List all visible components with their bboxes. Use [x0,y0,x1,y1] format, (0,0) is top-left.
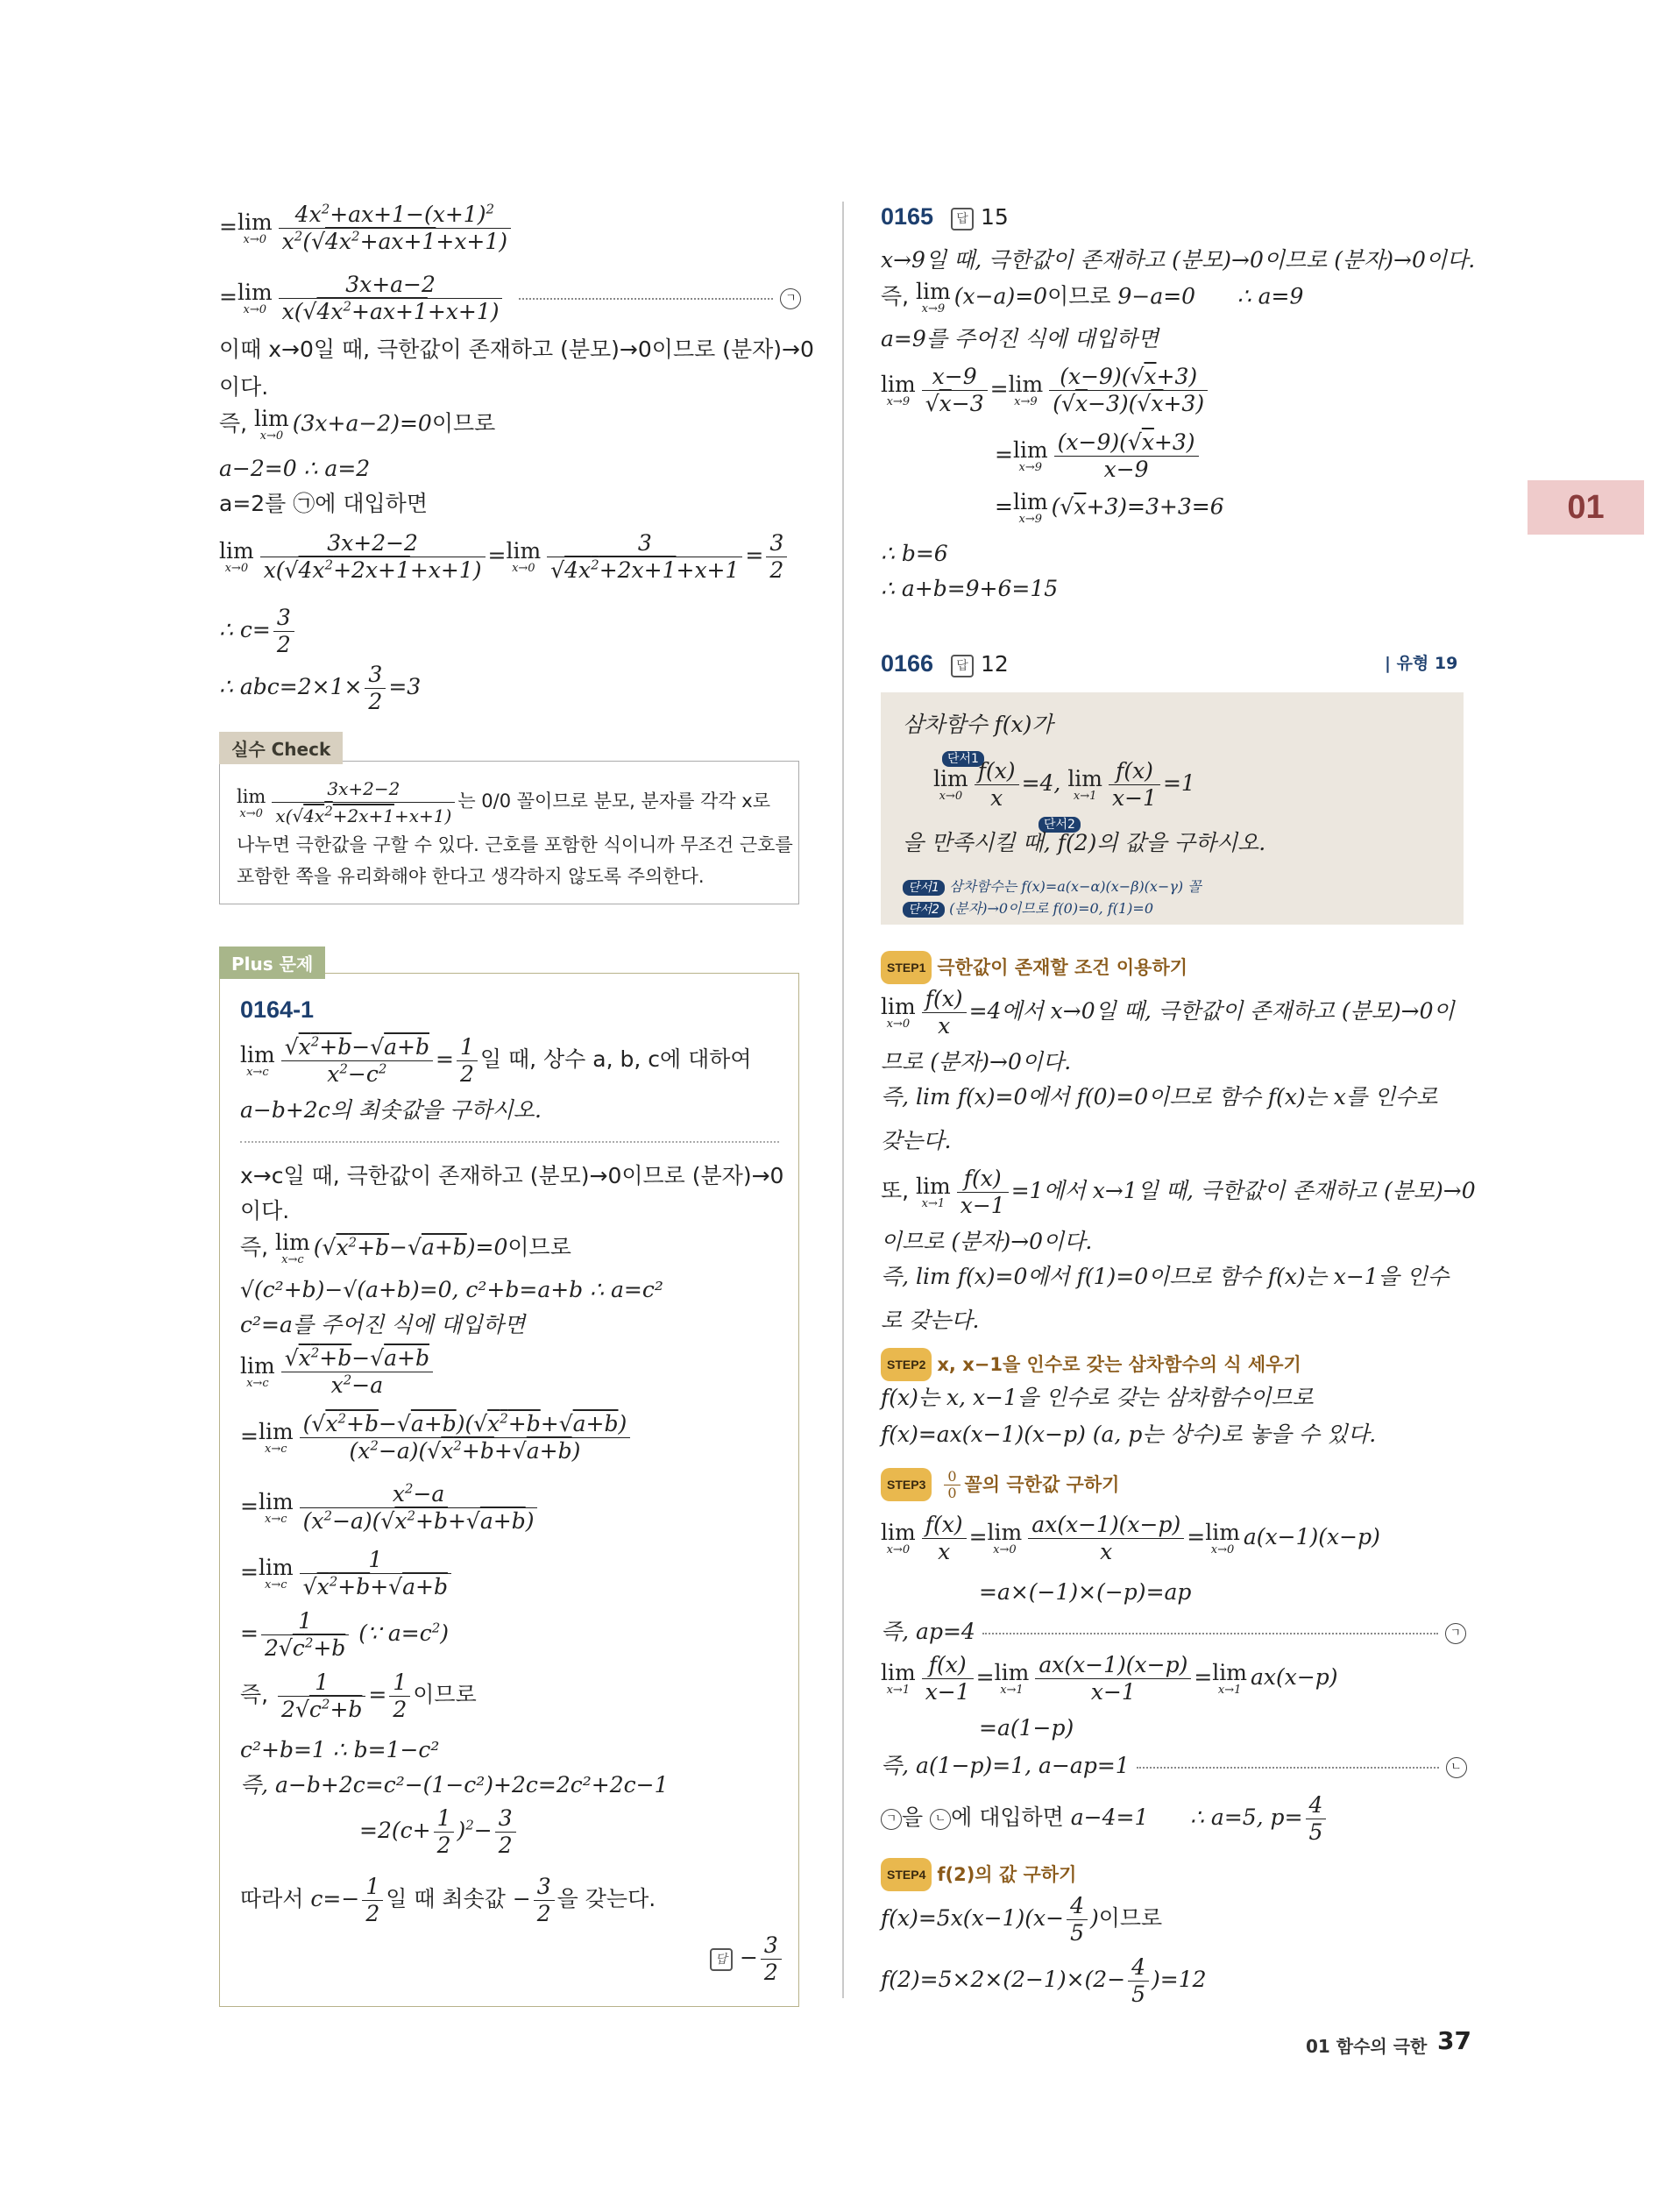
plus-eq-2: = lim x→c $\frac{(√x^2+b-√a+b)(√x^2+b+√a+b)}{(x^2-a)(√x^2+b+√a+b)}$ [240,1411,633,1464]
hint2-text: 단서2 (분자)→0이므로 f(0)=0, f(1)=0 [903,894,1153,925]
step3-d6: 즉, a(1−p)=1, a−ap=1 ㄴ [881,1751,1467,1781]
step3-eq1: lim x→0 $\frac{f(x)}{x}$ = lim x→0 $\frac{ax(x-1)(x-p)}{x}$ = lim x→0 a(x−1)(x−p) [881,1512,1380,1564]
q0166-header: 0166 답 12 [881,650,1009,677]
equation-line-3: lim x→0 $\frac{3x+2-2}{x(√4x^2+2x+1+x+1)}$ = lim x→0 $\frac{3}{√4x^2+2x+1+x+1}$ = $\frac{3}{2}$ [219,530,790,584]
q0165-a2: 즉, lim x→9 (x−a)=0이므로 9−a=0 ∴ a=9 [881,279,1304,316]
check-line-1: lim x→0 $\frac{3x+2-2}{x(√4x^2+2x+1+x+1)}$ 는 0/0 꼴이므로 분모, 분자를 각각 x로 [237,776,770,829]
plus-answer: 답 − $\frac{3}{2}$ [710,1932,784,1986]
check-tag: 실수 Check [219,732,343,764]
text-p1: 이때 x→0일 때, 극한값이 존재하고 (분모)→0이므로 (분자)→0 [219,337,814,362]
step1-b6: 이므로 (분자)→0이다. [881,1229,1093,1254]
check-line-2: 나누면 극한값을 구할 수 있다. 근호를 포함한 식이니까 무조건 근호를 [237,834,793,855]
step1-b3: 즉, lim f(x)=0에서 f(0)=0이므로 함수 f(x)는 x를 인수로 [881,1084,1438,1110]
hint2-badge: 단서2 [1038,806,1081,840]
q0165-a1: x→9일 때, 극한값이 존재하고 (분모)→0이므로 (분자)→0이다. [881,247,1476,273]
chapter-side-tab: 01 [1528,480,1644,535]
step3-d3: 즉, ap=4 ㄱ [881,1617,1466,1647]
circled-1-icon: ㄱ [881,1809,902,1830]
q0166-type: | 유형 19 [1385,654,1458,673]
plus-sol-10: 따라서 c=− $\frac{1}{2}$ 일 때 최솟값 − $\frac{3}{2}$ 을 갖는다. [240,1874,656,1926]
step1-b4: 갖는다. [881,1128,952,1153]
q0165-header: 0165 답 15 [881,203,1009,230]
q0165-eq2: = lim x→9 $\frac{(x-9)(√x+3)}{x-9}$ [995,429,1202,483]
step4-header: STEP4 f(2)의 값 구하기 [881,1858,1076,1891]
step2-header: STEP2 x, x−1을 인수로 갖는 삼차함수의 식 세우기 [881,1348,1301,1381]
plus-id: 0164-1 [240,996,315,1023]
problem-line-2: 을 만족시킬 때, f(2)의 값을 구하시오. [903,830,1266,855]
step3-d2: =a×(−1)×(−p)=ap [979,1579,1192,1605]
step3-header: STEP3 $\frac{0}{0}$ 꼴의 극한값 구하기 [881,1468,1119,1501]
q0165-a3: a=9를 주어진 식에 대입하면 [881,326,1159,351]
circled-1-icon: ㄱ [780,288,801,309]
step2-c2: f(x)=ax(x−1)(x−p) (a, p는 상수)로 놓을 수 있다. [881,1422,1377,1447]
hint1-badge: 단서1 [942,741,984,774]
step3-d7: ㄱ 을 ㄴ 에 대입하면 a−4=1 ∴ a=5, p= $\frac{4}{5}$ [881,1792,1329,1846]
answer-icon: 답 [951,655,974,677]
q0165-a5: ∴ a+b=9+6=15 [881,576,1059,601]
step2-c1: f(x)는 x, x−1을 인수로 갖는 삼차함수이므로 [881,1385,1314,1410]
step4-e2: f(2)=5×2×(2−1)×(2− $\frac{4}{5}$ )=12 [881,1954,1207,2007]
step1-b5: 또, lim x→1 $\frac{f(x)}{x-1}$ =1에서 x→1일 때, 극한값이 존재하고 (분모)→0 [881,1166,1476,1218]
answer-icon: 답 [710,1948,733,1971]
q0165-eq3: = lim x→9 (√x+3)=3+3=6 [995,489,1224,526]
plus-sol-3: √(c²+b)−√(a+b)=0, c²+b=a+b ∴ a=c² [240,1277,663,1302]
step1-b7: 즉, lim f(x)=0에서 f(1)=0이므로 함수 f(x)는 x−1을 인수 [881,1264,1450,1289]
plus-sol-1b: 이다. [240,1198,290,1223]
plus-sol-1: x→c일 때, 극한값이 존재하고 (분모)→0이므로 (분자)→0 [240,1163,784,1188]
plus-sol-9: =2(c+ $\frac{1}{2}$ )$^2$− $\frac{3}{2}$ [359,1805,519,1859]
check-line-3: 포함한 쪽을 유리화해야 한다고 생각하지 않도록 주의한다. [237,866,705,887]
plus-question-1: lim x→c $\frac{√x^2+b-√a+b}{x^2-c^2}$ = $\frac{1}{2}$ 일 때, 상수 a, b, c에 대하여 [240,1033,752,1087]
footer-page-number: 37 [1437,2026,1471,2055]
plus-sol-2: 즉, lim x→c $(√x^2+b-√a+b)=0$이므로 [240,1230,571,1266]
plus-tag: Plus 문제 [219,947,325,979]
q0165-a4: ∴ b=6 [881,541,948,566]
plus-sol-7: c²+b=1 ∴ b=1−c² [240,1737,440,1762]
column-divider [842,202,844,1998]
text-p6: ∴ c= $\frac{3}{2}$ [219,605,297,658]
plus-sol-8: 즉, a−b+2c=c²−(1−c²)+2c=2c²+2c−1 [240,1772,669,1797]
hint1-text: 단서1 삼차함수는 f(x)=a(x−α)(x−β)(x−γ) 꼴 [903,872,1202,903]
text-p2: 즉, lim x→0 (3x+a−2)=0이므로 [219,406,496,443]
step1-header: STEP1 극한값이 존재할 조건 이용하기 [881,951,1187,984]
text-p3: a−2=0 ∴ a=2 [219,456,371,481]
text-p1b: 이다. [219,374,269,400]
equation-line-1: = lim x→0 $\frac{4x^2+ax+1-(x+1)^2}{x^2(√4x^2+ax+1+x+1)}$ [219,202,514,255]
plus-eq-1: lim x→c $\frac{√x^2+b-√a+b}{x^2-a}$ [240,1345,436,1399]
plus-sol-6: 즉, $\frac{1}{2√c^2+b}$ = $\frac{1}{2}$ 이므로 [240,1670,477,1722]
q0165-eq1: lim x→9 $\frac{x-9}{√x-3}$ = lim x→9 $\frac{(x-9)(√x+3)}{(√x-3)(√x+3)}$ [881,364,1210,417]
step3-eq2: lim x→1 $\frac{f(x)}{x-1}$ = lim x→1 $\frac{ax(x-1)(x-p)}{x-1}$ = lim x→1 ax(x−p) [881,1652,1338,1705]
plus-eq-5: = $\frac{1}{2√c^2+b}$ (∵ $a=c^2$) [240,1608,450,1661]
plus-eq-4: = lim x→c $\frac{1}{√x^2+b+√a+b}$ [240,1547,454,1600]
plus-separator [240,1141,779,1143]
plus-question-2: a−b+2c의 최솟값을 구하시오. [240,1097,542,1123]
plus-eq-3: = lim x→c $\frac{x^2-a}{(x^2-a)(√x^2+b+√a+b)}$ [240,1481,540,1535]
text-p7: ∴ abc=2×1× $\frac{3}{2}$ =3 [219,662,422,714]
circled-2-icon: ㄴ [930,1809,951,1830]
problem-equation: lim x→0 $\frac{f(x)}{x}$ =4, lim x→1 $\frac{f(x)}{x-1}$ =1 [933,758,1195,811]
step3-d5: =a(1−p) [979,1715,1074,1741]
circled-1-icon: ㄱ [1445,1623,1466,1644]
footer-chapter: 01 함수의 극한 [1306,2036,1428,2057]
plus-sol-4: c²=a를 주어진 식에 대입하면 [240,1312,526,1337]
step1-b2: 므로 (분자)→0이다. [881,1049,1072,1074]
step1-b8: 로 갖는다. [881,1308,980,1333]
step4-e1: f(x)=5x(x−1)(x− $\frac{4}{5}$ )이므로 [881,1893,1163,1946]
answer-icon: 답 [951,208,974,230]
circled-2-icon: ㄴ [1446,1757,1467,1778]
text-p4: a=2를 ㉠에 대입하면 [219,491,428,516]
equation-line-2: = lim x→0 $\frac{3x+a-2}{x(√4x^2+ax+1+x+1)}$ ㄱ [219,272,801,325]
step1-b1: lim x→0 $\frac{f(x)}{x}$ =4에서 x→0일 때, 극한값이 존재하고 (분모)→0이 [881,986,1455,1039]
problem-line-1: 삼차함수 f(x)가 [903,712,1053,737]
